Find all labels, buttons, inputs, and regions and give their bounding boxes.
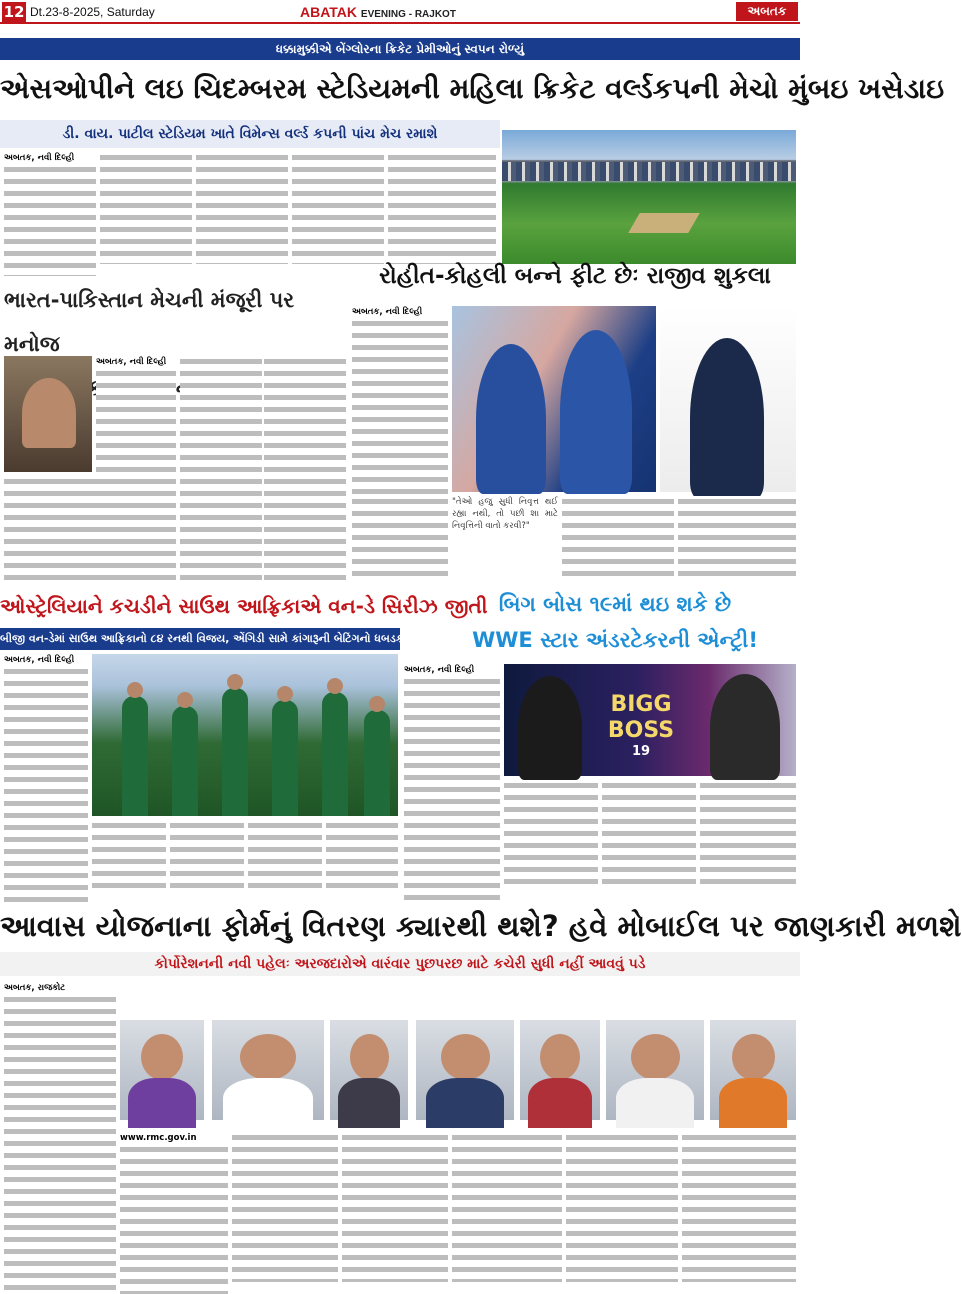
story6-sub-label: કોર્પોરેશનની નવી પહેલઃ (154, 956, 290, 972)
story6-column-6 (566, 1132, 678, 1282)
body-text (682, 1132, 796, 1282)
body-text (4, 994, 116, 1294)
story3-headline: રોહીત-કોહલી બન્ને ફીટ છેઃ રાજીવ શુકલા (379, 263, 771, 289)
paper-edition: EVENING - RAJKOT (360, 9, 456, 20)
manoj-tiwari-photo (4, 356, 92, 472)
story6-byline: અબતક, રાજકોટ (4, 983, 66, 993)
story6-subheadline (0, 952, 800, 976)
body-text (292, 152, 384, 264)
story6-column-5 (452, 1132, 562, 1282)
story5-column-3 (602, 780, 696, 890)
story2-column-3 (180, 356, 262, 580)
host-figure (518, 676, 582, 780)
portrait-body (128, 1078, 195, 1128)
story1-subheadline: ડી. વાય. પાટીલ સ્ટેડિયમ ખાતે વિમેન્સ વર્લ્ડ કપની પાંચ મેચ રમાશે (0, 120, 500, 148)
issue-date: Dt.23-8-2025, Saturday (30, 5, 155, 19)
story5-byline: અબતક, નવી દિલ્હી (404, 665, 475, 675)
bigg-boss-logo (596, 692, 686, 768)
story5-column-1 (404, 664, 500, 890)
story6-column-1 (4, 982, 116, 1282)
stadium-stands (502, 162, 796, 181)
portrait-face (141, 1034, 183, 1080)
body-text (170, 820, 244, 890)
undertaker-figure (710, 674, 780, 780)
body-text (504, 780, 598, 890)
player-figure (322, 692, 348, 816)
portrait-face (22, 378, 76, 448)
portrait-body (719, 1078, 788, 1128)
bigg-boss-photo (504, 664, 796, 776)
story3-pullquote: "તેઓ હજુ સુધી નિવૃત્ત થઈ રહ્યા નથી, તો પછી શા માટે નિવૃત્તિની વાતો કરવી?" (452, 497, 558, 531)
story2-column-2 (4, 476, 176, 580)
player-figure (272, 700, 298, 816)
story1-column-5 (388, 152, 496, 264)
official-portrait-3 (330, 1020, 408, 1120)
story3-column-4 (562, 496, 674, 580)
portrait-face (631, 1034, 680, 1080)
body-text (4, 164, 96, 276)
body-text (196, 152, 288, 264)
paper-name (300, 4, 456, 20)
body-text (96, 368, 176, 484)
bigg-boss-logo-line-2: BOSS (607, 718, 675, 743)
story3-column-2 (352, 496, 448, 580)
story2-column-1 (96, 356, 176, 472)
official-portrait-7 (710, 1020, 796, 1120)
body-text (180, 356, 262, 580)
bigg-boss-logo-line-3: 19 (631, 744, 651, 759)
story1-column-4 (292, 152, 384, 264)
official-portrait-2 (212, 1020, 324, 1120)
rohit-kohli-photo (452, 306, 656, 492)
story5-headline-line-1: બિગ બોસ ૧૯માં થઇ શકે છે (498, 592, 732, 616)
portrait-face (350, 1034, 389, 1080)
player-figure (364, 710, 390, 816)
body-text (388, 152, 496, 264)
body-text (562, 496, 674, 580)
story1-column-3 (196, 152, 288, 264)
official-portrait-6 (606, 1020, 704, 1120)
body-text (678, 496, 796, 580)
paper-title: ABATAK (300, 4, 358, 20)
bigg-boss-logo-line-1: BIGG (610, 692, 672, 717)
story6-column-7 (682, 1132, 796, 1282)
body-text (248, 820, 322, 890)
story6-column-3 (232, 1132, 338, 1282)
body-text (352, 496, 448, 580)
story6-column-2 (120, 1132, 228, 1282)
story2-headline-line-1: ભારત-પાકિસ્તાન મેચની મંજૂરી પર મનોજ (4, 288, 295, 356)
rajiv-shukla-photo (660, 306, 796, 492)
body-text (700, 780, 796, 890)
player-figure (172, 706, 198, 816)
portrait-face (441, 1034, 490, 1080)
story4-column-5 (326, 820, 398, 890)
portrait-body (690, 338, 764, 498)
official-portrait-5 (520, 1020, 600, 1120)
story6-headline: આવાસ યોજનાના ફોર્મનું વિતરણ ક્યારથી થશે? હવે મોબાઈલ પર જાણકારી મળશે (0, 909, 962, 943)
body-text (100, 152, 192, 264)
body-text (120, 1144, 228, 1294)
story4-byline: અબતક, નવી દિલ્હી (4, 655, 75, 665)
story4-headline: ઓસ્ટ્રેલિયાને કચડીને સાઉથ આફ્રિકાએ વન-ડે સિરીઝ જીતી (0, 594, 488, 618)
story4-column-4 (248, 820, 322, 890)
page-number: 12 (3, 3, 25, 21)
portrait-face (240, 1034, 296, 1080)
south-africa-team-photo (92, 654, 398, 816)
story3-column-3 (452, 496, 558, 580)
stadium-photo (502, 130, 796, 264)
body-text (352, 318, 448, 504)
cricket-pitch (629, 213, 701, 233)
body-text (264, 356, 346, 580)
player-figure (122, 696, 148, 816)
story1-column-1 (4, 152, 96, 264)
story1-kicker: ધક્કામુક્કીએ બેંગ્લોરના ક્રિકેટ પ્રેમીઓનું સ્વપન રોળ્યું (0, 38, 800, 60)
portrait-face (732, 1034, 775, 1080)
body-text (326, 820, 398, 890)
paper-logo: અબતક (736, 2, 798, 21)
body-text (566, 1132, 678, 1282)
portrait-body (528, 1078, 592, 1128)
story6-column-4 (342, 1132, 448, 1282)
story2-byline: અબતક, નવી દિલ્હી (96, 357, 167, 367)
story4-column-2 (92, 820, 166, 890)
player-kohli (560, 330, 632, 494)
portrait-body (426, 1078, 504, 1128)
story5-column-4 (700, 780, 796, 890)
body-text (92, 820, 166, 890)
story4-column-3 (170, 820, 244, 890)
portrait-body (223, 1078, 313, 1128)
body-text (232, 1132, 338, 1282)
body-text (602, 780, 696, 890)
portrait-body (616, 1078, 694, 1128)
body-text (342, 1132, 448, 1282)
story4-column-1 (4, 654, 88, 890)
official-portrait-4 (416, 1020, 514, 1120)
body-text (4, 666, 88, 902)
story6-sub-text: અરજદારોએ વારંવાર પુછપરછ માટે કચેરી સુધી નહીં આવવું પડે (294, 956, 646, 972)
story5-headline-line-2: WWE સ્ટાર અંડરટેકરની એન્ટ્રી! (472, 628, 758, 652)
story5-column-2 (504, 780, 598, 890)
story3-column-1 (352, 306, 448, 492)
portrait-face (540, 1034, 580, 1080)
portrait-body (338, 1078, 400, 1128)
story1-column-2 (100, 152, 192, 264)
story3-column-5 (678, 496, 796, 580)
body-text (4, 476, 176, 580)
story1-byline: અબતક, નવી દિલ્હી (4, 153, 75, 163)
player-rohit (476, 344, 546, 494)
body-text (452, 1132, 562, 1282)
player-figure (222, 688, 248, 816)
story3-byline: અબતક, નવી દિલ્હી (352, 307, 423, 317)
official-portrait-1 (120, 1020, 204, 1120)
story5-headline (430, 586, 800, 660)
story1-headline: એસઓપીને લઇ ચિદમ્બરમ સ્ટેડિયમની મહિલા ક્રિકેટ વર્લ્ડકપની મેચો મુંબઇ ખસેડાઇ (0, 72, 945, 105)
masthead (0, 0, 800, 24)
story2-column-4 (264, 356, 346, 580)
story4-subheadline: બીજી વન-ડેમાં સાઉથ આફ્રિકાનો ૮૪ રનથી વિજય, એંગિડી સામે કાંગારૂની બેટિંગનો ધબડકો (0, 628, 400, 650)
story6-website: www.rmc.gov.in (120, 1133, 197, 1143)
body-text (404, 676, 500, 902)
